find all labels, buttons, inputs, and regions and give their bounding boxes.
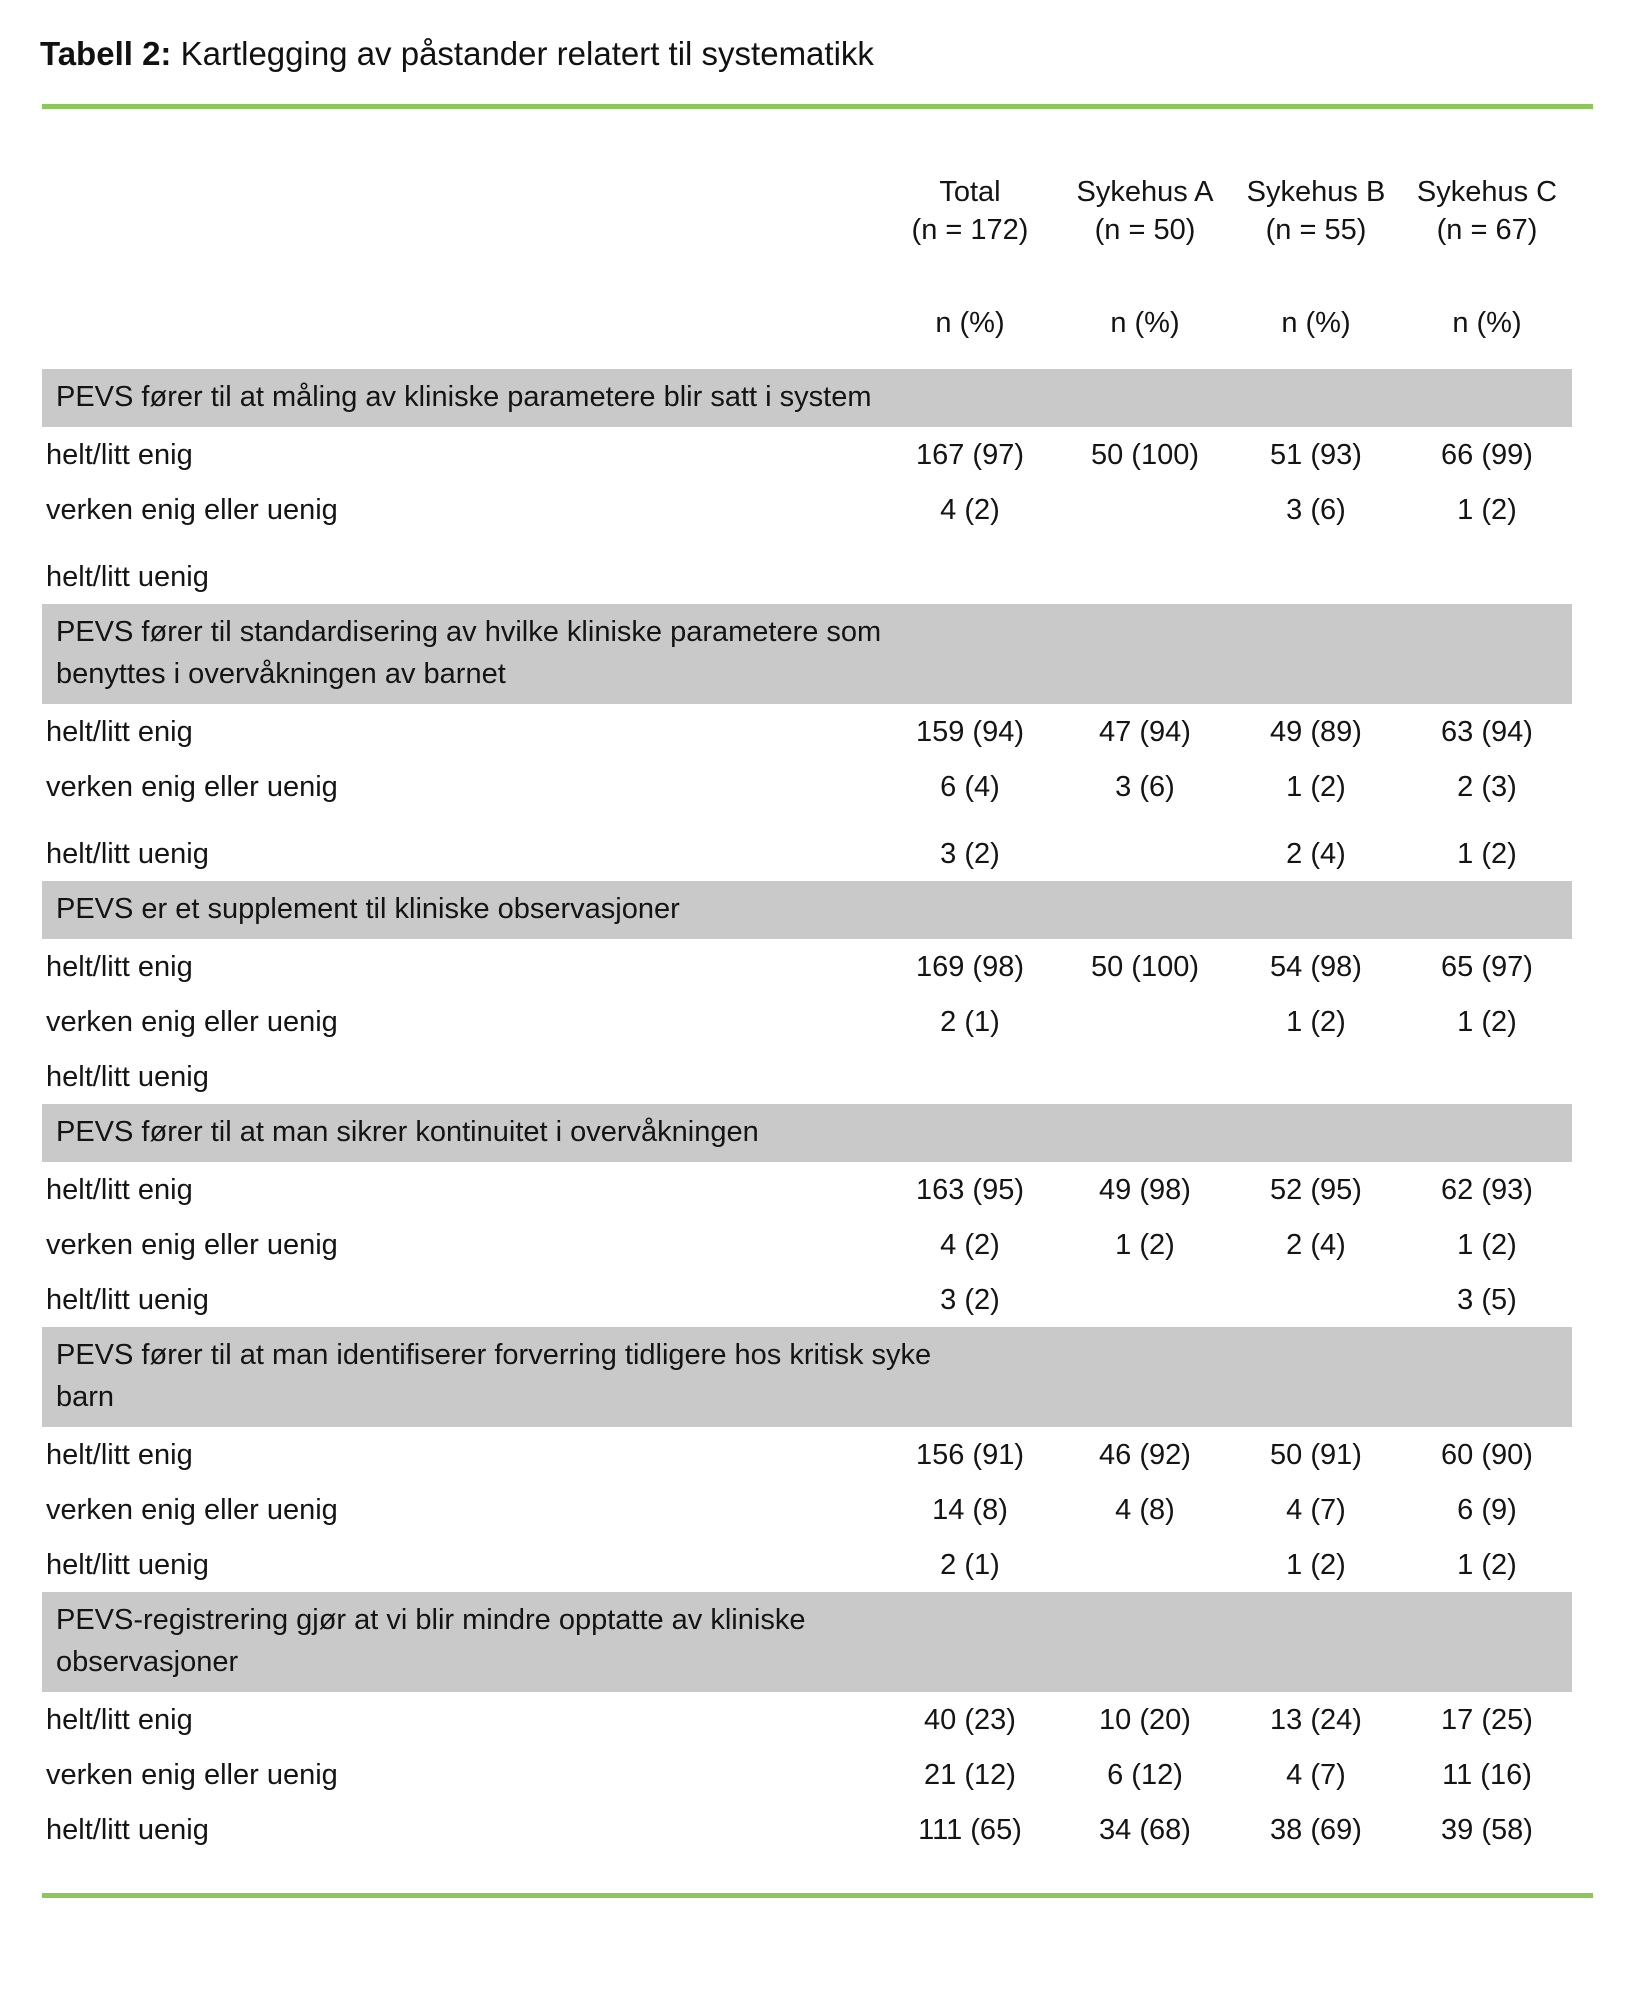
table-row: [42, 1537, 1572, 1592]
table-row: [42, 1747, 1572, 1802]
row-label: helt/litt enig: [46, 438, 193, 471]
unit-sykehus-a: n (%): [1110, 307, 1180, 339]
table-row: [42, 1427, 1572, 1482]
value-total: 3 (2): [940, 1283, 1000, 1316]
column-name: Total: [939, 176, 1001, 208]
row-label: helt/litt uenig: [46, 1813, 209, 1846]
column-header-sykehus-c: [1402, 173, 1572, 249]
statements-table: [42, 173, 1572, 1857]
row-label: verken enig eller uenig: [46, 1758, 338, 1791]
value-sykehus-b: 49 (89): [1270, 715, 1362, 748]
row-label: verken enig eller uenig: [46, 1228, 338, 1261]
row-label: helt/litt enig: [46, 1173, 193, 1206]
value-total: 21 (12): [924, 1758, 1016, 1791]
statement-text: PEVS er et supplement til kliniske observasjoner: [56, 893, 680, 925]
row-label: helt/litt enig: [46, 1703, 193, 1736]
statement-band: [42, 1592, 1572, 1692]
bottom-rule: [42, 1893, 1593, 1898]
value-sykehus-b: 1 (2): [1286, 1005, 1346, 1038]
value-sykehus-c: 63 (94): [1441, 715, 1533, 748]
unit-sykehus-b: n (%): [1281, 307, 1351, 339]
column-header-sykehus-b: [1230, 173, 1402, 249]
table-row: [42, 549, 1572, 604]
row-label: helt/litt enig: [46, 950, 193, 983]
statement-text: PEVS-registrering gjør at vi blir mindre opptatte av kliniske observasjoner: [56, 1604, 806, 1678]
table-row: [42, 1049, 1572, 1104]
column-n: (n = 55): [1265, 214, 1367, 246]
column-header-sykehus-a: [1060, 173, 1230, 249]
value-total: 4 (2): [940, 1228, 1000, 1261]
statement-text: PEVS fører til at man identifiserer forverring tidligere hos kritisk syke barn: [56, 1339, 932, 1413]
value-sykehus-a: 10 (20): [1099, 1703, 1191, 1736]
value-sykehus-a: 34 (68): [1099, 1813, 1191, 1846]
top-rule: [42, 104, 1593, 109]
value-sykehus-c: 60 (90): [1441, 1438, 1533, 1471]
value-sykehus-a: 46 (92): [1099, 1438, 1191, 1471]
column-n: (n = 172): [911, 214, 1029, 246]
statement-band: [42, 1327, 1572, 1427]
statement-band: [42, 1104, 1572, 1162]
value-sykehus-c: 2 (3): [1457, 770, 1517, 803]
value-sykehus-a: 47 (94): [1099, 715, 1191, 748]
value-sykehus-a: 6 (12): [1107, 1758, 1183, 1791]
table-row: [42, 939, 1572, 994]
table-row: [42, 1162, 1572, 1217]
unit-row: [42, 305, 1572, 341]
row-label: helt/litt uenig: [46, 1283, 209, 1316]
table-row: [42, 1482, 1572, 1537]
value-total: 2 (1): [940, 1548, 1000, 1581]
value-total: 3 (2): [940, 837, 1000, 870]
row-label: helt/litt enig: [46, 715, 193, 748]
table-caption-title: Kartlegging av påstander relatert til systematikk: [171, 35, 874, 72]
unit-total: n (%): [935, 307, 1005, 339]
value-total: 163 (95): [915, 1173, 1024, 1206]
table-row: [42, 1692, 1572, 1747]
row-label: helt/litt uenig: [46, 1548, 209, 1581]
table-caption-number: Tabell 2:: [40, 35, 172, 72]
value-sykehus-a: 4 (8): [1115, 1493, 1175, 1526]
statement-text: PEVS fører til at man sikrer kontinuitet i overvåkningen: [56, 1116, 759, 1148]
value-sykehus-c: 62 (93): [1441, 1173, 1533, 1206]
value-sykehus-b: 52 (95): [1270, 1173, 1362, 1206]
table-row: [42, 994, 1572, 1049]
table-row: [42, 1272, 1572, 1327]
value-sykehus-a: 1 (2): [1115, 1228, 1175, 1261]
column-n: (n = 50): [1094, 214, 1196, 246]
table-row: [42, 704, 1572, 759]
table-row: [42, 482, 1572, 537]
value-sykehus-b: 3 (6): [1286, 493, 1346, 526]
table-row: [42, 759, 1572, 814]
row-label: verken enig eller uenig: [46, 493, 338, 526]
value-sykehus-b: 13 (24): [1270, 1703, 1362, 1736]
value-sykehus-b: 2 (4): [1286, 1228, 1346, 1261]
value-sykehus-b: 54 (98): [1270, 950, 1362, 983]
value-sykehus-a: 3 (6): [1115, 770, 1175, 803]
value-sykehus-a: 49 (98): [1099, 1173, 1191, 1206]
value-sykehus-a: 50 (100): [1090, 950, 1199, 983]
row-label: helt/litt uenig: [46, 560, 209, 593]
value-sykehus-b: 4 (7): [1286, 1493, 1346, 1526]
row-label: verken enig eller uenig: [46, 770, 338, 803]
value-sykehus-b: 4 (7): [1286, 1758, 1346, 1791]
unit-sykehus-c: n (%): [1452, 307, 1522, 339]
row-label: helt/litt uenig: [46, 837, 209, 870]
value-sykehus-b: 51 (93): [1270, 438, 1362, 471]
value-total: 2 (1): [940, 1005, 1000, 1038]
value-total: 159 (94): [915, 715, 1024, 748]
column-header-total: [880, 173, 1060, 249]
value-sykehus-c: 66 (99): [1441, 438, 1533, 471]
statement-band: [42, 369, 1572, 427]
statement-band: [42, 881, 1572, 939]
value-sykehus-a: 50 (100): [1090, 438, 1199, 471]
table-row: [42, 826, 1572, 881]
table-row: [42, 427, 1572, 482]
column-name: Sykehus B: [1246, 176, 1386, 208]
statement-band: [42, 604, 1572, 704]
statement-text: PEVS fører til at måling av kliniske parametere blir satt i system: [56, 381, 872, 413]
value-sykehus-b: 50 (91): [1270, 1438, 1362, 1471]
value-total: 169 (98): [915, 950, 1024, 983]
value-sykehus-c: 3 (5): [1457, 1283, 1517, 1316]
value-sykehus-b: 1 (2): [1286, 1548, 1346, 1581]
value-sykehus-c: 11 (16): [1442, 1758, 1532, 1791]
row-label: helt/litt uenig: [46, 1060, 209, 1093]
value-sykehus-c: 6 (9): [1457, 1493, 1517, 1526]
statement-text: PEVS fører til standardisering av hvilke kliniske parametere som benyttes i overvåkningen av barnet: [56, 616, 882, 690]
value-sykehus-c: 39 (58): [1441, 1813, 1533, 1846]
value-sykehus-c: 17 (25): [1441, 1703, 1533, 1736]
row-label: verken enig eller uenig: [46, 1005, 338, 1038]
column-name: Sykehus C: [1416, 176, 1558, 208]
table-row: [42, 1802, 1572, 1857]
table-caption: [0, 0, 1641, 74]
value-sykehus-c: 1 (2): [1457, 1005, 1517, 1038]
row-label: verken enig eller uenig: [46, 1493, 338, 1526]
value-total: 40 (23): [924, 1703, 1016, 1736]
value-total: 4 (2): [940, 493, 1000, 526]
value-sykehus-b: 38 (69): [1270, 1813, 1362, 1846]
value-sykehus-c: 1 (2): [1457, 1228, 1517, 1261]
value-sykehus-c: 1 (2): [1457, 493, 1517, 526]
value-sykehus-b: 1 (2): [1286, 770, 1346, 803]
value-total: 14 (8): [932, 1493, 1008, 1526]
column-header-row: [42, 173, 1572, 249]
value-sykehus-c: 1 (2): [1457, 837, 1517, 870]
column-name: Sykehus A: [1076, 176, 1214, 208]
value-total: 156 (91): [915, 1438, 1024, 1471]
value-total: 111 (65): [918, 1813, 1022, 1846]
value-sykehus-b: 2 (4): [1286, 837, 1346, 870]
column-n: (n = 67): [1436, 214, 1538, 246]
value-total: 6 (4): [940, 770, 1000, 803]
table-row: [42, 1217, 1572, 1272]
value-sykehus-c: 65 (97): [1441, 950, 1533, 983]
value-total: 167 (97): [915, 438, 1024, 471]
row-label: helt/litt enig: [46, 1438, 193, 1471]
value-sykehus-c: 1 (2): [1457, 1548, 1517, 1581]
